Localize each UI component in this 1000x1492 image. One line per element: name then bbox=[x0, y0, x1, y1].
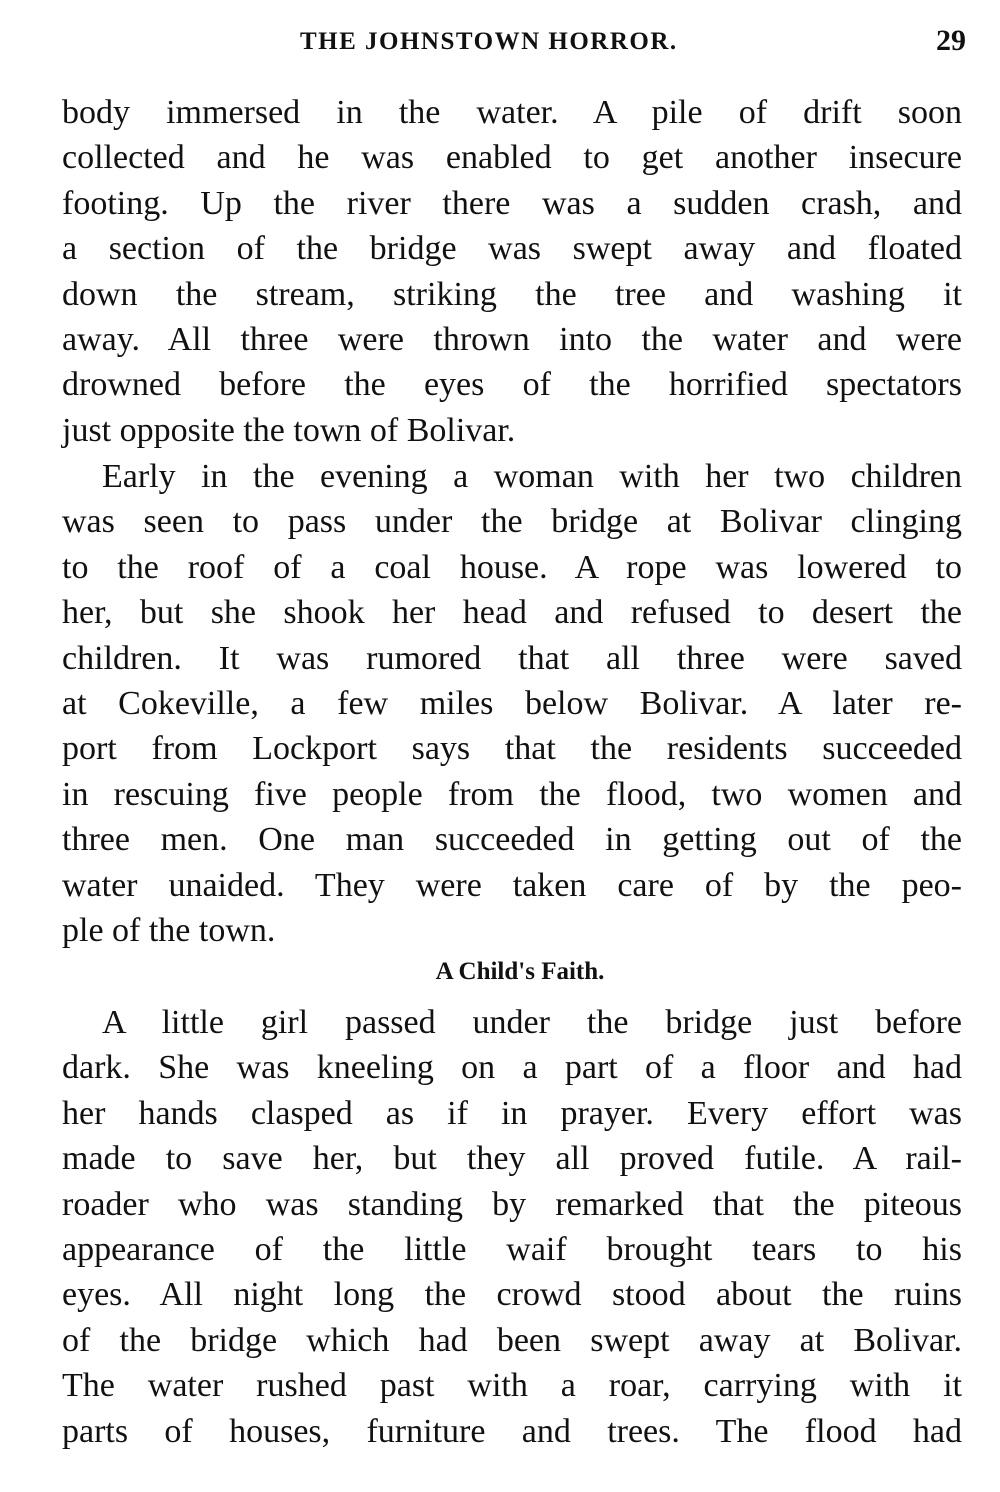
text-line: children. It was rumored that all three were saved bbox=[62, 639, 962, 677]
text-line: port from Lockport says that the residents succeeded bbox=[62, 730, 962, 768]
text-line: The water rushed past with a roar, carrying with it bbox=[62, 1367, 962, 1405]
paragraph-2 bbox=[62, 454, 962, 953]
section-heading: A Child's Faith. bbox=[435, 958, 605, 985]
running-title: THE JOHNSTOWN HORROR. bbox=[300, 28, 678, 55]
text-line: footing. Up the river there was a sudden crash, and bbox=[62, 184, 962, 222]
text-line: Early in the evening a woman with her two children bbox=[102, 458, 962, 495]
text-line: her, but she shook her head and refused to desert the bbox=[62, 594, 962, 632]
text-line: to the roof of a coal house. A rope was lowered to bbox=[62, 548, 962, 586]
text-line: was seen to pass under the bridge at Bolivar clinging bbox=[62, 503, 962, 541]
text-line: water unaided. They were taken care of by the peo- bbox=[62, 866, 962, 904]
text-line: eyes. All night long the crowd stood about the ruins bbox=[62, 1276, 962, 1314]
text-line: made to save her, but they all proved futile. A rail- bbox=[62, 1140, 962, 1178]
text-line: A little girl passed under the bridge just before bbox=[102, 1004, 962, 1041]
text-line: roader who was standing by remarked that the piteous bbox=[62, 1185, 962, 1223]
text-line: dark. She was kneeling on a part of a floor and had bbox=[62, 1049, 962, 1087]
page-number: 29 bbox=[936, 24, 966, 57]
text-line: drowned before the eyes of the horrified spectators bbox=[62, 366, 962, 404]
text-line: of the bridge which had been swept away at Bolivar. bbox=[62, 1321, 962, 1359]
text-line: away. All three were thrown into the water and were bbox=[62, 321, 962, 359]
text-line: a section of the bridge was swept away and floated bbox=[62, 230, 962, 268]
text-line: ple of the town. bbox=[62, 912, 276, 950]
text-line: three men. One man succeeded in getting out of the bbox=[62, 821, 962, 859]
text-line: body immersed in the water. A pile of drift soon bbox=[62, 94, 962, 131]
text-line: in rescuing five people from the flood, two women and bbox=[62, 775, 962, 813]
text-line: collected and he was enabled to get another insecure bbox=[62, 139, 962, 177]
text-line: parts of houses, furniture and trees. The flood had bbox=[62, 1412, 962, 1450]
paragraph-3 bbox=[62, 1000, 962, 1454]
paragraph-1 bbox=[62, 90, 962, 453]
text-line: appearance of the little waif brought tears to his bbox=[62, 1231, 962, 1269]
text-line: her hands clasped as if in prayer. Every effort was bbox=[62, 1094, 962, 1132]
text-line: down the stream, striking the tree and washing it bbox=[62, 275, 962, 313]
page-header bbox=[0, 22, 1000, 68]
text-line: just opposite the town of Bolivar. bbox=[62, 411, 516, 449]
text-line: at Cokeville, a few miles below Bolivar. A later re- bbox=[62, 685, 962, 723]
